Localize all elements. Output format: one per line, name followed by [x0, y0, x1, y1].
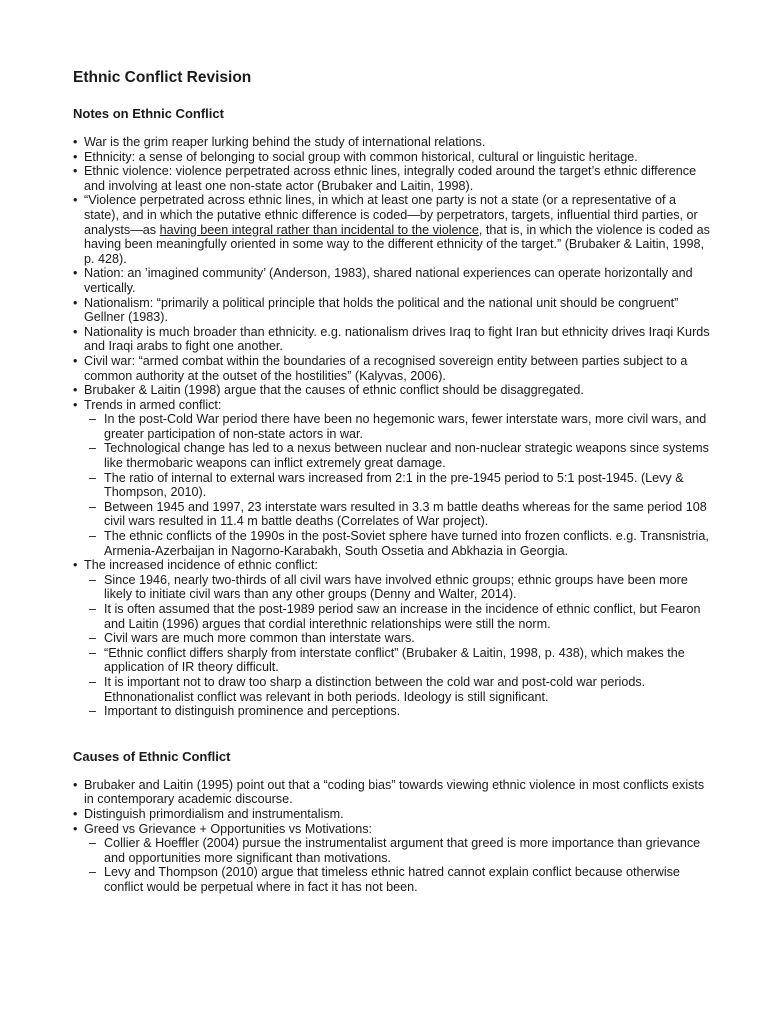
sub-list-item: – The ratio of internal to external wars increased from 2:1 in the pre-1945 period to 5:1 post-1945. (Levy & Thompson, 2010). — [84, 471, 713, 500]
sub-list-item: – It is important not to draw too sharp a distinction between the cold war and post-cold war periods. Ethnonationalist conflict was relevant in both periods. Ideology is still significant. — [84, 675, 713, 704]
sub-list-greed — [84, 836, 713, 894]
list-item: • “Violence perpetrated across ethnic lines, in which at least one party is not a state (or a representative of a state), and in which the putative ethnic difference is coded—by perpetrators, targets, influential third parties, or analysts—as having been integral rather than incidental to the violence, that is, in which the violence is coded as having been meaningfully oriented in some way to the different ethnicity of the target.” (Brubaker & Laitin, 1998, p. 428). — [73, 193, 713, 266]
list-item: • Nationality is much broader than ethnicity. e.g. nationalism drives Iraq to fight Iran but ethnicity drives Iraqi Kurds and Iraqi arabs to fight one another. — [73, 325, 713, 354]
sub-list-trends — [84, 412, 713, 558]
section-heading-causes: Causes of Ethnic Conflict — [73, 748, 231, 764]
sub-list-item: – Important to distinguish prominence and perceptions. — [84, 704, 713, 719]
notes-list — [73, 135, 713, 719]
list-item: • Nationalism: “primarily a political principle that holds the political and the national unit should be congruent” Gellner (1983). — [73, 296, 713, 325]
sub-list-item: – Between 1945 and 1997, 23 interstate wars resulted in 3.3 m battle deaths whereas for the same period 108 civil wars resulted in 11.4 m battle deaths (Correlates of War project). — [84, 500, 713, 529]
list-item: • Nation: an ’imagined community’ (Anderson, 1983), shared national experiences can operate horizontally and vertically. — [73, 266, 713, 295]
document-page — [73, 68, 713, 895]
causes-list — [73, 778, 713, 895]
sub-list-item: – The ethnic conflicts of the 1990s in the post-Soviet sphere have turned into frozen conflicts. e.g. Transnistria, Armenia-Azerbaijan in Nagorno-Karabakh, South Ossetia and Abkhazia in Georgia. — [84, 529, 713, 558]
sub-list-item: – In the post-Cold War period there have been no hegemonic wars, fewer interstate wars, more civil wars, and greater participation of non-state actors in war. — [84, 412, 713, 441]
list-item: • Trends in armed conflict: – In the post-Cold War period there have been no hegemonic wars, fewer interstate wars, more civil wars, and greater participation of non-state actors in war. – Technological change has led to a nexus between nuclear and non-nuclear strategic weapons since systems like thermobaric weapons can inflict extremely great damage. – The ratio of internal to external wars increased from 2:1 in the pre-1945 period to 5:1 post-1945. (Levy & Thompson, 2010). – Between 1945 and 1997, 23 interstate wars resulted in 3.3 m battle deaths whereas for the same period 108 civil wars resulted in 11.4 m battle deaths (Correlates of War project). – The ethnic conflicts of the 1990s in the post-Soviet sphere have turned into frozen conflicts. e.g. Transnistria, Armenia-Azerbaijan in Nagorno-Karabakh, South Ossetia and Abkhazia in Georgia. — [73, 398, 713, 559]
sub-list-item: – Since 1946, nearly two-thirds of all civil wars have involved ethnic groups; ethnic groups have been more likely to initiate civil wars than any other groups (Denny and Walter, 2014). — [84, 573, 713, 602]
sub-list-item: – It is often assumed that the post-1989 period saw an increase in the incidence of ethnic conflict, but Fearon and Laitin (1996) argues that cordial interethnic relationships were still the norm. — [84, 602, 713, 631]
list-item: • Civil war: “armed combat within the boundaries of a recognised sovereign entity between parties subject to a common authority at the outset of the hostilities” (Kalyvas, 2006). — [73, 354, 713, 383]
sub-list-item: – Collier & Hoeffler (2004) pursue the instrumentalist argument that greed is more importance than grievance and opportunities more significant than motivations. — [84, 836, 713, 865]
list-item: • War is the grim reaper lurking behind the study of international relations. — [73, 135, 713, 150]
document-title: Ethnic Conflict Revision — [73, 69, 252, 86]
sub-list-item: – “Ethnic conflict differs sharply from interstate conflict” (Brubaker & Laitin, 1998, p. 438), which makes the application of IR theory difficult. — [84, 646, 713, 675]
sub-list-incidence — [84, 573, 713, 719]
list-item: • Distinguish primordialism and instrumentalism. — [73, 807, 713, 822]
sub-list-item: – Civil wars are much more common than interstate wars. — [84, 631, 713, 646]
sub-list-item: – Levy and Thompson (2010) argue that timeless ethnic hatred cannot explain conflict because otherwise conflict would be perpetual where in fact it has not been. — [84, 865, 713, 894]
list-item: • Brubaker and Laitin (1995) point out that a “coding bias” towards viewing ethnic violence in most conflicts exists in contemporary academic discourse. — [73, 778, 713, 807]
section-heading-notes: Notes on Ethnic Conflict — [73, 106, 224, 121]
list-item: • The increased incidence of ethnic conflict: – Since 1946, nearly two-thirds of all civil wars have involved ethnic groups; ethnic groups have been more likely to initiate civil wars than any other groups (Denny and Walter, 2014). – It is often assumed that the post-1989 period saw an increase in the incidence of ethnic conflict, but Fearon and Laitin (1996) argues that cordial interethnic relationships were still the norm. – Civil wars are much more common than interstate wars. – “Ethnic conflict differs sharply from interstate conflict” (Brubaker & Laitin, 1998, p. 438), which makes the application of IR theory difficult. – It is important not to draw too sharp a distinction between the cold war and post-cold war periods. Ethnonationalist conflict was relevant in both periods. Ideology is still significant. – Important to distinguish prominence and perceptions. — [73, 558, 713, 719]
list-item: • Greed vs Grievance + Opportunities vs Motivations: – Collier & Hoeffler (2004) pursue the instrumentalist argument that greed is more importance than grievance and opportunities more significant than motivations. – Levy and Thompson (2010) argue that timeless ethnic hatred cannot explain conflict because otherwise conflict would be perpetual where in fact it has not been. — [73, 822, 713, 895]
list-item: • Brubaker & Laitin (1998) argue that the causes of ethnic conflict should be disaggregated. — [73, 383, 713, 398]
sub-list-item: – Technological change has led to a nexus between nuclear and non-nuclear strategic weapons since systems like thermobaric weapons can inflict extremely great damage. — [84, 441, 713, 470]
underlined-phrase: having been integral rather than incidental to the violence — [159, 222, 479, 237]
list-item: • Ethnicity: a sense of belonging to social group with common historical, cultural or linguistic heritage. — [73, 150, 713, 165]
list-item: • Ethnic violence: violence perpetrated across ethnic lines, integrally coded around the target’s ethnic difference and involving at least one non-state actor (Brubaker and Laitin, 1998). — [73, 164, 713, 193]
